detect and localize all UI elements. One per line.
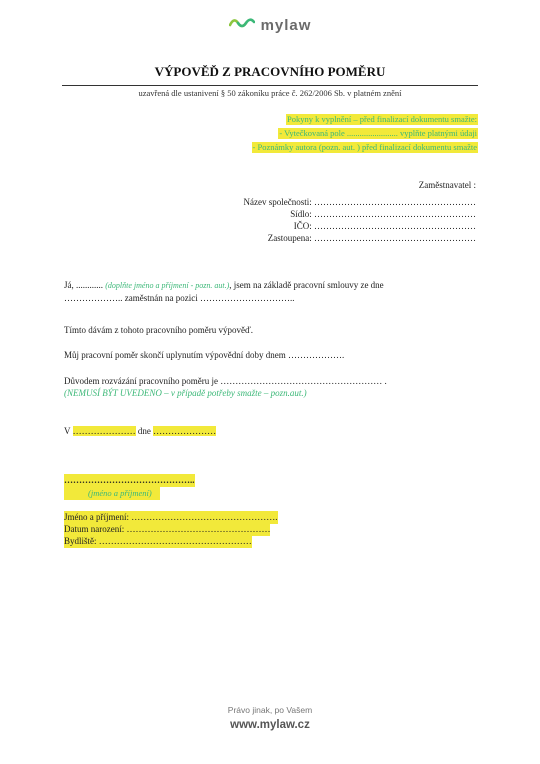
instruction-line: - Vytečkovaná pole ........................ vyplňte platnými údaji [279,128,477,138]
footer-website-link[interactable]: www.mylaw.cz [230,719,310,731]
personal-address-field: Bydliště: …………………………………………… [64,536,252,546]
mylaw-wave-logo-icon [229,16,255,35]
document-subtitle: uzavřená dle ustanivení § 50 zákoníku práce č. 262/2006 Sb. v platném znění [138,88,402,98]
employer-field-company [244,197,476,207]
intro-paragraph [64,279,384,292]
field-label: IČO: [293,221,312,231]
place-label: V [64,426,71,436]
intro-line-2: ……………….. zaměstnán na pozici ………………………….. [64,293,295,303]
field-label: Zastoupena: [267,233,312,243]
signature-line: …………………………………….. [64,475,195,485]
termination-reason: Důvodem rozvázání pracovního poměru je ……………………………………………… . [64,376,387,386]
date-label: dne [137,426,151,436]
reason-author-note: (NEMUSÍ BÝT UVEDENO – v případě potřeby smažte – pozn.aut.) [64,388,307,398]
instruction-line: - Poznámky autora (pozn. aut. ) před finalizací dokumentu smažte [252,142,477,152]
signature-note: (jméno a příjmení) [64,487,160,500]
personal-birthdate-field: Datum narození: ………………………………………… [64,524,271,534]
date-blank: ………………… [153,426,217,436]
footer-tagline: Právo jinak, po Vašem [227,705,313,715]
personal-name-field: Jméno a příjmení: …………………………………………. [64,512,278,522]
field-value: ……………………………………………… [314,197,476,207]
intro-rest: , jsem na základě pracovní smlouvy ze dne [229,280,384,290]
header-logo [0,16,540,35]
instruction-line: Pokyny k vyplnění – před finalizací dokumentu smažte: [286,114,477,124]
place-date-line [64,425,216,438]
field-label: Sídlo: [290,209,312,219]
field-label: Název společnosti: [243,197,312,207]
employer-field-ico [294,221,476,231]
field-value: ……………………………………………… [314,221,476,231]
employer-heading: Zaměstnavatel : [418,180,476,190]
field-value: ……………………………………………… [314,233,476,243]
logo-text: mylaw [260,17,312,34]
place-blank: ………………… [72,426,136,436]
title-divider [62,85,478,86]
employer-field-representative [268,233,476,243]
document-title: VÝPOVĚĎ Z PRACOVNÍHO POMĚRU [154,64,386,79]
termination-date-sentence: Můj pracovní poměr skončí uplynutím výpovědní doby dnem ………………. [64,350,345,360]
notice-statement: Tímto dávám z tohoto pracovního poměru výpověď. [64,325,254,335]
author-note: (doplňte jméno a příjmení - pozn. aut.) [105,281,230,290]
employer-field-seat [290,209,476,219]
field-value: ……………………………………………… [314,209,476,219]
intro-prefix: Já, ............ [64,280,106,290]
